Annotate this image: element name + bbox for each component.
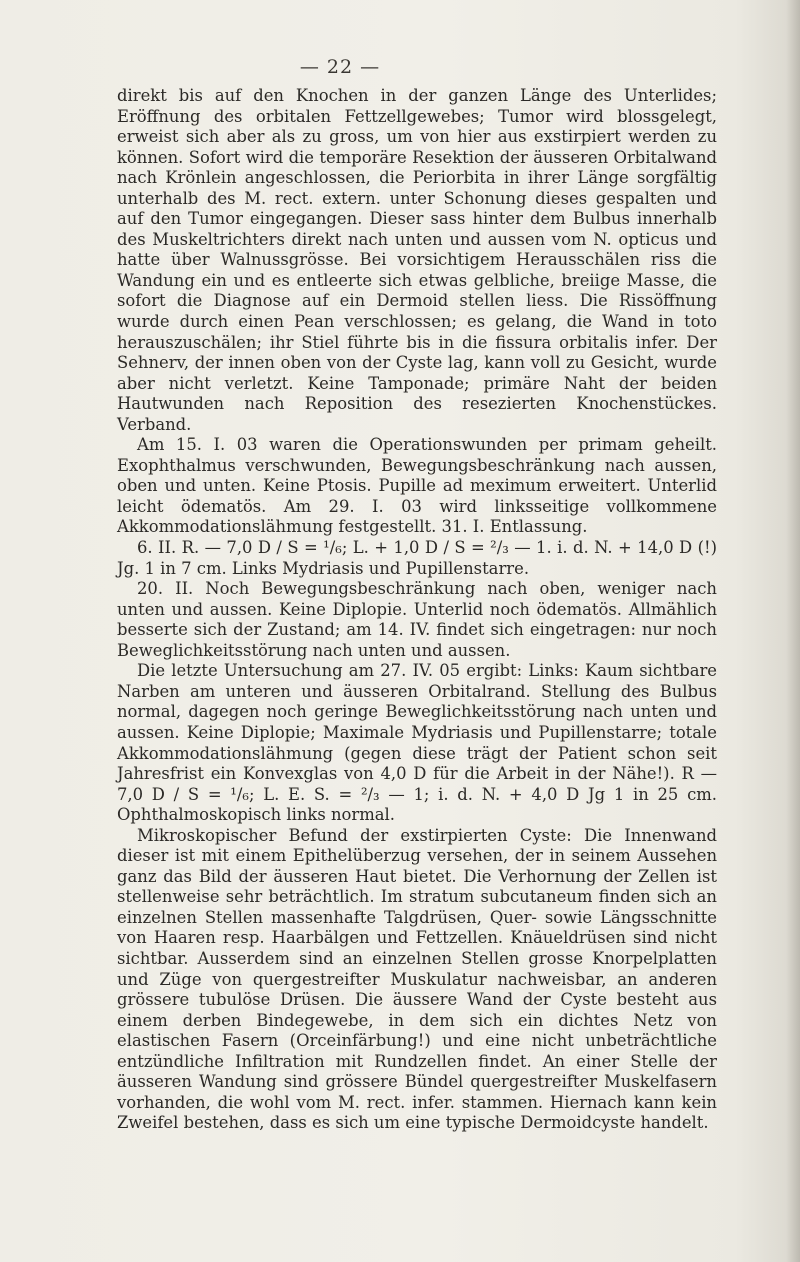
page-edge-shadow — [786, 0, 800, 1262]
paragraph-last-examination: Die letzte Untersuchung am 27. IV. 05 ergibt: Links: Kaum sichtbare Narben am unteren und äusseren Orbitalrand. Stellung des Bulbus normal, dagegen noch geringe Beweglichkeitsstörung nach unten und aussen. Keine Diplopie; Maximale Mydriasis und Pupillenstarre; totale Akkommodationslähmung (gegen diese trägt der Patient schon seit Jahresfrist ein Konvexglas von 4,0 D für die Arbeit in der Nähe!). R — 7,0 D / S = ¹/₆; L. E. S. = ²/₃ — 1; i. d. N. + 4,0 D Jg 1 in 25 cm. Ophthalmoskopisch links normal. — [117, 661, 717, 825]
page-number: — 22 — — [299, 56, 381, 78]
paragraph-postoperative-course: Am 15. I. 03 waren die Operationswunden per primam geheilt. Exophthalmus verschwunden, Bewegungsbeschränkung nach aussen, oben und unten. Keine Ptosis. Pupille ad meximum erweitert. Unterlid leicht ödematös. Am 29. I. 03 wird linksseitige vollkommene Akkommodationslähmung festgestellt. 31. I. Entlassung. — [117, 435, 717, 537]
paragraph-operation-continuation: direkt bis auf den Knochen in der ganzen Länge des Unterlides; Eröffnung des orbitalen Fettzellgewebes; Tumor wird blossgelegt, erweist sich aber als zu gross, um von hier aus exstirpiert werden zu können. Sofort wird die temporäre Resektion der äusseren Orbitalwand nach Krönlein angeschlossen, die Periorbita in ihrer Länge sorgfältig unterhalb des M. rect. extern. unter Schonung dieses gespalten und auf den Tumor eingegangen. Dieser sass hinter dem Bulbus innerhalb des Muskeltrichters direkt nach unten und aussen vom N. opticus und hatte über Walnussgrösse. Bei vorsichtigem Herausschälen riss die Wandung ein und es entleerte sich etwas gelbliche, breiige Masse, die sofort die Diagnose auf ein Dermoid stellen liess. Die Rissöffnung wurde durch einen Pean verschlossen; es gelang, die Wand in toto herauszuschälen; ihr Stiel führte bis in die fissura orbitalis infer. Der Sehnerv, der innen oben von der Cyste lag, kann voll zu Gesicht, wurde aber nicht verletzt. Keine Tamponade; primäre Naht der beiden Hautwunden nach Reposition des resezierten Knochenstückes. Verband. — [117, 86, 717, 434]
paragraph-microscopic-findings: Mikroskopischer Befund der exstirpierten Cyste: Die Innenwand dieser ist mit einem Epithelüberzug versehen, der in seinem Aussehen ganz das Bild der äusseren Haut bietet. Die Verhornung der Zellen ist stellenweise sehr beträchtlich. Im stratum subcutaneum finden sich an einzelnen Stellen massenhafte Talgdrüsen, Quer- sowie Längsschnitte von Haaren resp. Haarbälgen und Fettzellen. Knäueldrüsen sind nicht sichtbar. Ausserdem sind an einzelnen Stellen grosse Knorpelplatten und Züge von quergestreifter Muskulatur nachweisbar, an anderen grössere tubulöse Drüsen. Die äussere Wand der Cyste besteht aus einem derben Bindegewebe, in dem sich ein dichtes Netz von elastischen Fasern (Orceinfärbung!) und eine nicht unbeträchtliche entzündliche Infiltration mit Rundzellen findet. An einer Stelle der äusseren Wandung sind grössere Bündel quergestreifter Muskelfasern vorhanden, die wohl vom M. rect. infer. stammen. Hiernach kann kein Zweifel bestehen, dass es sich um eine typische Dermoidcyste handelt. — [117, 825, 717, 1133]
body-text — [117, 86, 717, 1134]
paragraph-refraction-feb-6: 6. II. R. — 7,0 D / S = ¹/₆; L. + 1,0 D / S = ²/₃ — 1. i. d. N. + 14,0 D (!) Jg. 1 in 7 cm. Links Mydriasis und Pupillenstarre. — [117, 538, 717, 578]
paragraph-feb-20: 20. II. Noch Bewegungsbeschränkung nach oben, weniger nach unten und aussen. Keine Diplopie. Unterlid noch ödematös. Allmählich besserte sich der Zustand; am 14. IV. findet sich eingetragen: nur noch Beweglichkeitsstörung nach unten und aussen. — [117, 579, 717, 660]
